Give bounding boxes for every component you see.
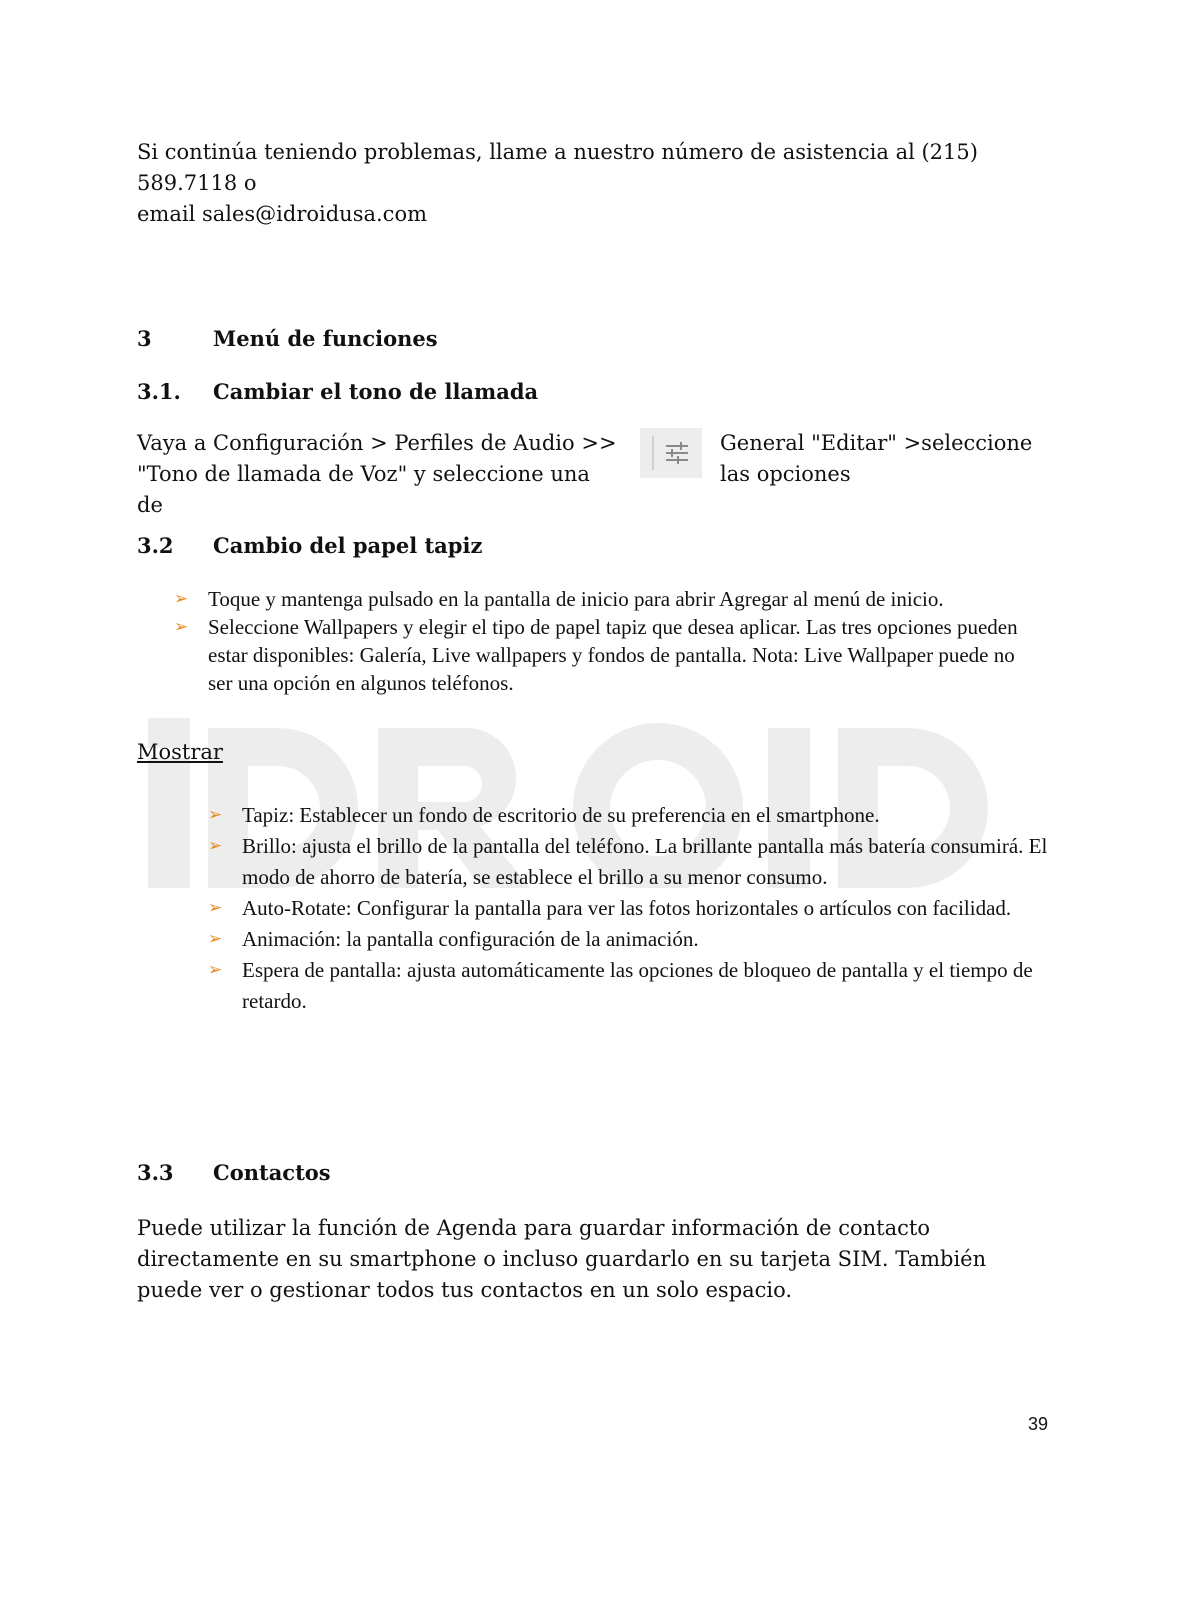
list-item: ➢ Auto-Rotate: Configurar la pantalla para ver las fotos horizontales o artículos con facilidad. bbox=[208, 893, 1048, 924]
section-3-1-number: 3.1. bbox=[137, 379, 181, 404]
intro-line-1: Si continúa teniendo problemas, llame a nuestro número de asistencia al (215) 589.7118 o bbox=[137, 140, 978, 195]
ringtone-right-line-1: General "Editar" >seleccione bbox=[720, 431, 1033, 455]
list-item: ➢ Espera de pantalla: ajusta automáticamente las opciones de bloqueo de pantalla y el tiempo de retardo. bbox=[208, 955, 1048, 1017]
contacts-paragraph: Puede utilizar la función de Agenda para guardar información de contacto directamente en su smartphone o incluso guardarlo en su tarjeta SIM. También puede ver o gestionar todos tus contactos en un solo espacio. bbox=[137, 1216, 987, 1302]
list-item: ➢ Seleccione Wallpapers y elegir el tipo de papel tapiz que desea aplicar. Las tres opciones pueden estar disponibles: Galería, Live wallpapers y fondos de pantalla. Nota: Live Wallpaper puede no ser una opción en algunos teléfonos. bbox=[174, 615, 1018, 695]
section-3-3-number: 3.3 bbox=[137, 1160, 174, 1185]
section-3-heading bbox=[137, 324, 438, 354]
intro-line-2: email sales@idroidusa.com bbox=[137, 202, 428, 226]
ringtone-left-line-1: Vaya a Configuración > Perfiles de Audio >> bbox=[137, 431, 617, 455]
section-3-title: Menú de funciones bbox=[213, 326, 438, 351]
section-3-1-title: Cambiar el tono de llamada bbox=[213, 379, 539, 404]
section-3-2-number: 3.2 bbox=[137, 533, 174, 558]
wallpaper-steps-list bbox=[174, 585, 1034, 697]
page-number: 39 bbox=[1028, 1414, 1049, 1434]
arrow-bullet-icon: ➢ bbox=[208, 836, 223, 856]
section-3-number: 3 bbox=[137, 326, 152, 351]
arrow-bullet-icon: ➢ bbox=[208, 805, 223, 825]
list-item: ➢ Tapiz: Establecer un fondo de escritorio de su preferencia en el smartphone. bbox=[208, 800, 1048, 831]
section-3-2-title: Cambio del papel tapiz bbox=[213, 533, 483, 558]
list-item: ➢ Brillo: ajusta el brillo de la pantalla del teléfono. La brillante pantalla más batería consumirá. El modo de ahorro de batería, se establece el brillo a su menor consumo. bbox=[208, 831, 1048, 893]
section-3-3-title: Contactos bbox=[213, 1160, 331, 1185]
arrow-bullet-icon: ➢ bbox=[208, 898, 223, 918]
list-item: ➢ Toque y mantenga pulsado en la pantalla de inicio para abrir Agregar al menú de inicio. bbox=[174, 587, 944, 611]
arrow-bullet-icon: ➢ bbox=[174, 617, 189, 637]
arrow-bullet-icon: ➢ bbox=[208, 929, 223, 949]
ringtone-instructions-left bbox=[137, 428, 617, 521]
settings-sliders-icon bbox=[640, 428, 702, 478]
section-3-3-heading bbox=[137, 1158, 331, 1188]
section-3-2-heading bbox=[137, 531, 482, 561]
ringtone-left-line-2: "Tono de llamada de Voz" y seleccione una de bbox=[137, 462, 590, 517]
display-options-list bbox=[208, 800, 1048, 1017]
section-3-1-heading bbox=[137, 377, 538, 407]
ringtone-right-line-2: las opciones bbox=[720, 462, 851, 486]
ringtone-instructions-right bbox=[720, 428, 1050, 490]
arrow-bullet-icon: ➢ bbox=[174, 589, 189, 609]
mostrar-heading: Mostrar bbox=[137, 740, 223, 764]
arrow-bullet-icon: ➢ bbox=[208, 960, 223, 980]
list-item: ➢ Animación: la pantalla configuración de la animación. bbox=[208, 924, 1048, 955]
intro-paragraph bbox=[137, 137, 1057, 230]
